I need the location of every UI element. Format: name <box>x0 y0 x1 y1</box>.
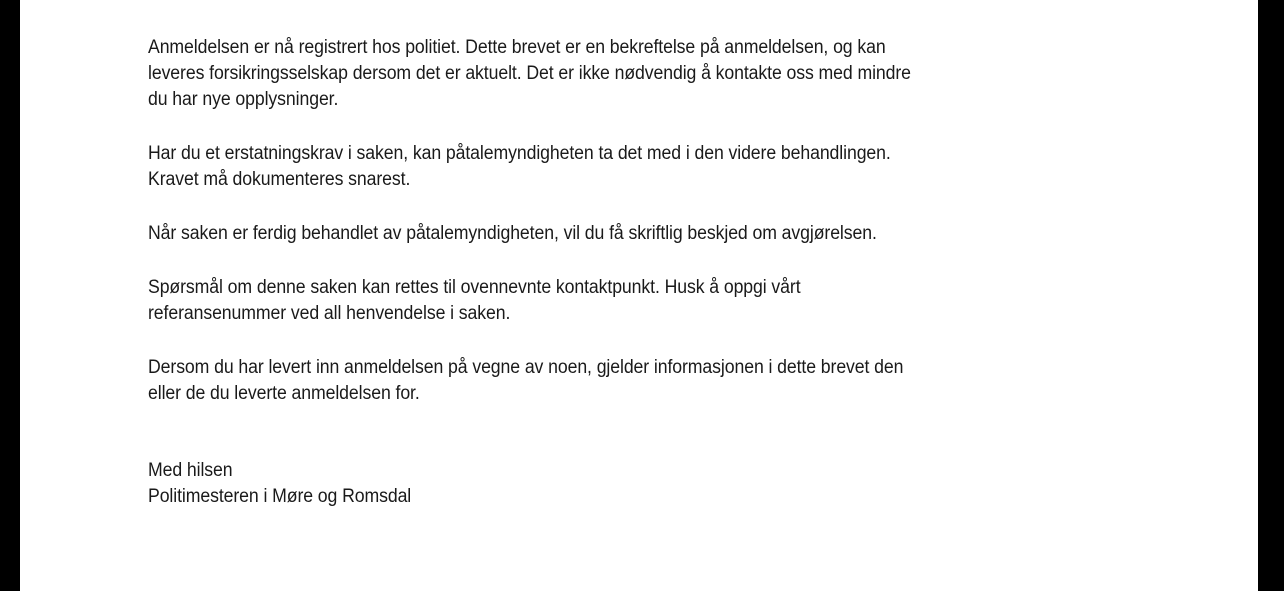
paragraph-registration <box>148 35 1180 113</box>
text-line: du har nye opplysninger. <box>148 89 339 110</box>
text-line: referansenummer ved all henvendelse i saken. <box>148 303 511 324</box>
closing-greeting: Med hilsen <box>148 460 233 481</box>
paragraph-questions <box>148 275 1180 327</box>
paragraph-on-behalf <box>148 355 1180 407</box>
letter-page <box>20 0 1258 591</box>
text-line: Spørsmål om denne saken kan rettes til ovennevnte kontaktpunkt. Husk å oppgi vårt <box>148 277 801 298</box>
text-line: Anmeldelsen er nå registrert hos politiet. Dette brevet er en bekreftelse på anmeldelsen, og kan <box>148 37 886 58</box>
paragraph-compensation <box>148 141 1180 193</box>
paragraph-decision <box>148 221 1180 247</box>
text-line: leveres forsikringsselskap dersom det er aktuelt. Det er ikke nødvendig å kontakte oss med mindre <box>148 63 911 84</box>
closing-signature: Politimesteren i Møre og Romsdal <box>148 486 412 507</box>
text-line: Kravet må dokumenteres snarest. <box>148 169 411 190</box>
text-line: eller de du leverte anmeldelsen for. <box>148 383 420 404</box>
letter-body <box>148 35 1180 510</box>
text-line: Når saken er ferdig behandlet av påtalemyndigheten, vil du få skriftlig beskjed om avgjørelsen. <box>148 223 877 244</box>
text-line: Dersom du har levert inn anmeldelsen på vegne av noen, gjelder informasjonen i dette brevet den <box>148 357 904 378</box>
text-line: Har du et erstatningskrav i saken, kan påtalemyndigheten ta det med i den videre behandlingen. <box>148 143 891 164</box>
letter-closing <box>148 458 1180 510</box>
